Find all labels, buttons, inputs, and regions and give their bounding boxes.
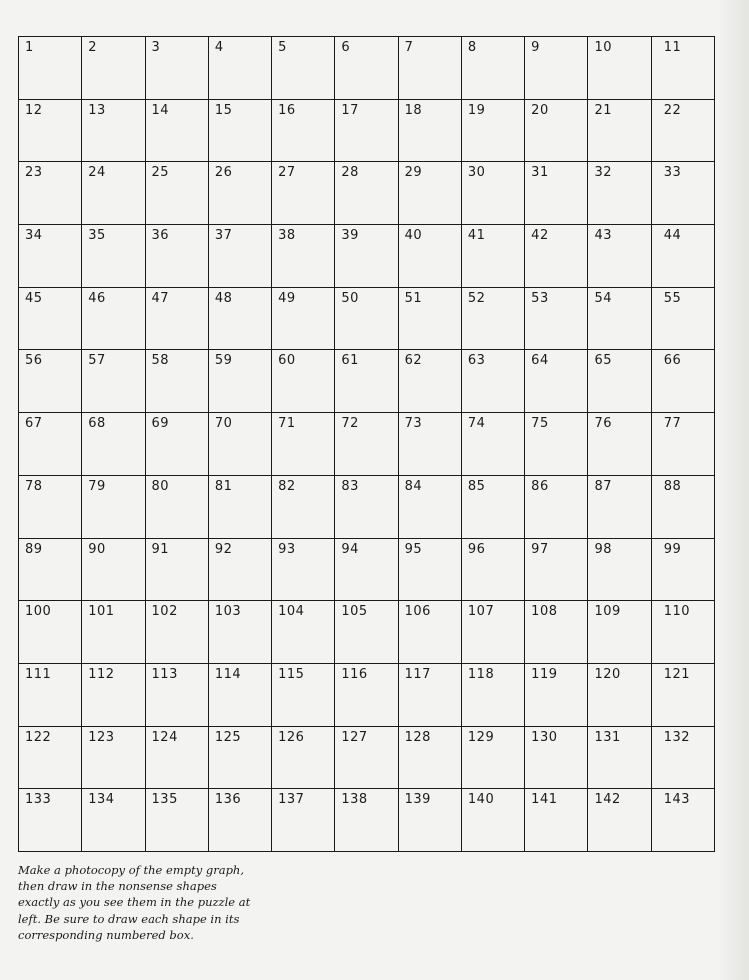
cell-number: 17: [341, 102, 359, 118]
cell-number: 119: [531, 666, 558, 682]
cell-number: 29: [404, 165, 423, 181]
cell-number: 138: [341, 792, 368, 808]
cell-number: 90: [88, 541, 106, 557]
grid-cell: [146, 37, 209, 100]
grid-cell: [19, 413, 82, 476]
cell-number: 58: [151, 353, 170, 369]
grid-cell: [525, 727, 588, 790]
grid-cell: [652, 225, 715, 288]
grid-cell: [652, 37, 715, 100]
cell-number: 133: [25, 792, 52, 808]
cell-number: 80: [151, 478, 170, 494]
grid-cell: [652, 727, 715, 790]
cell-number: 140: [467, 792, 495, 808]
grid-cell: [335, 288, 398, 351]
cell-number: 81: [214, 478, 233, 494]
grid-cell: [525, 37, 588, 100]
grid-cell: [82, 413, 145, 476]
grid-cell: [525, 539, 588, 602]
grid-cell: [335, 37, 398, 100]
cell-number: 42: [531, 228, 549, 244]
cell-number: 142: [594, 792, 621, 808]
grid-cell: [146, 162, 209, 225]
cell-number: 113: [151, 666, 178, 682]
grid-cell: [588, 601, 651, 664]
cell-number: 130: [531, 729, 558, 745]
grid-cell: [652, 664, 715, 727]
cell-number: 62: [404, 353, 423, 369]
cell-number: 88: [663, 478, 682, 494]
cell-number: 55: [663, 290, 682, 306]
cell-number: 121: [663, 666, 691, 682]
cell-number: 134: [88, 792, 115, 808]
cell-number: 110: [663, 604, 691, 620]
cell-number: 83: [341, 478, 359, 494]
cell-number: 106: [404, 604, 431, 620]
cell-number: 23: [25, 165, 43, 181]
grid-cell: [146, 413, 209, 476]
grid-cell: [462, 350, 525, 413]
cell-number: 60: [278, 353, 296, 369]
cell-number: 6: [341, 40, 351, 55]
grid-cell: [399, 37, 462, 100]
cell-number: 1: [25, 40, 34, 55]
grid-cell: [209, 601, 272, 664]
grid-cell: [652, 413, 715, 476]
grid-cell: [82, 288, 145, 351]
grid-cell: [272, 288, 335, 351]
grid-cell: [209, 225, 272, 288]
grid-cell: [462, 664, 525, 727]
grid-cell: [146, 789, 209, 852]
grid-cell: [525, 664, 588, 727]
cell-number: 99: [663, 541, 682, 557]
cell-number: 92: [214, 541, 233, 557]
grid-cell: [525, 162, 588, 225]
cell-number: 30: [467, 165, 486, 181]
grid-cell: [588, 100, 651, 163]
cell-number: 75: [531, 416, 549, 432]
cell-number: 105: [341, 604, 368, 620]
grid-cell: [19, 350, 82, 413]
grid-cell: [588, 37, 651, 100]
grid-cell: [272, 37, 335, 100]
cell-number: 79: [88, 478, 106, 494]
cell-number: 72: [341, 416, 359, 432]
cell-number: 131: [594, 729, 621, 745]
grid-cell: [588, 727, 651, 790]
grid-cell: [462, 37, 525, 100]
grid-cell: [399, 350, 462, 413]
grid-cell: [272, 100, 335, 163]
cell-number: 98: [594, 541, 612, 557]
grid-cell: [399, 601, 462, 664]
cell-number: 70: [214, 416, 233, 432]
grid-cell: [146, 225, 209, 288]
cell-number: 59: [214, 353, 233, 369]
cell-number: 115: [278, 666, 305, 682]
cell-number: 38: [278, 228, 296, 244]
cell-number: 24: [88, 165, 106, 181]
cell-number: 34: [25, 228, 43, 244]
cell-number: 71: [278, 416, 296, 432]
grid-cell: [588, 288, 651, 351]
grid-cell: [19, 162, 82, 225]
grid-cell: [652, 476, 715, 539]
grid-cell: [209, 162, 272, 225]
grid-cell: [209, 789, 272, 852]
grid-cell: [588, 162, 651, 225]
grid-cell: [652, 350, 715, 413]
cell-number: 82: [278, 478, 296, 494]
grid-cell: [146, 727, 209, 790]
cell-number: 127: [341, 729, 368, 745]
grid-cell: [462, 225, 525, 288]
grid-cell: [19, 727, 82, 790]
cell-number: 27: [278, 165, 296, 181]
grid-cell: [19, 100, 82, 163]
cell-number: 128: [404, 729, 431, 745]
grid-cell: [272, 350, 335, 413]
grid-cell: [399, 288, 462, 351]
grid-cell: [272, 162, 335, 225]
grid-cell: [335, 601, 398, 664]
cell-number: 22: [663, 102, 682, 118]
grid-cell: [462, 100, 525, 163]
cell-number: 5: [278, 40, 287, 55]
cell-number: 57: [88, 353, 106, 369]
cell-number: 37: [214, 228, 233, 244]
cell-number: 77: [663, 416, 682, 432]
cell-number: 120: [594, 666, 621, 682]
grid-cell: [146, 601, 209, 664]
grid-cell: [335, 225, 398, 288]
grid-cell: [82, 350, 145, 413]
cell-number: 74: [467, 416, 486, 432]
grid-cell: [272, 664, 335, 727]
grid-cell: [335, 727, 398, 790]
cell-number: 108: [531, 604, 558, 620]
grid-cell: [82, 162, 145, 225]
cell-number: 104: [278, 604, 305, 620]
cell-number: 46: [88, 290, 106, 306]
cell-number: 33: [663, 165, 682, 181]
grid-cell: [525, 288, 588, 351]
cell-number: 111: [25, 666, 52, 682]
cell-number: 45: [25, 290, 43, 306]
grid-cell: [335, 664, 398, 727]
cell-number: 102: [151, 604, 178, 620]
cell-number: 40: [404, 228, 423, 244]
cell-number: 95: [404, 541, 423, 557]
grid-cell: [272, 225, 335, 288]
grid-cell: [209, 413, 272, 476]
cell-number: 15: [214, 102, 233, 118]
grid-cell: [652, 789, 715, 852]
cell-number: 68: [88, 416, 106, 432]
cell-number: 10: [594, 40, 612, 55]
cell-number: 126: [278, 729, 305, 745]
grid-cell: [146, 100, 209, 163]
cell-number: 18: [404, 102, 423, 118]
cell-number: 94: [341, 541, 359, 557]
grid-cell: [652, 288, 715, 351]
cell-number: 8: [467, 40, 477, 55]
cell-number: 25: [151, 165, 170, 181]
instructions-caption: Make a photocopy of the empty graph, then draw in the nonsense shapes exactly as you see them in the puzzle at left. Be sure to draw each shape in its corresponding numbered box.: [18, 863, 251, 942]
cell-number: 137: [278, 792, 305, 808]
grid-cell: [588, 476, 651, 539]
cell-number: 54: [594, 290, 612, 306]
grid-cell: [525, 100, 588, 163]
cell-number: 11: [663, 40, 682, 55]
grid-cell: [462, 288, 525, 351]
grid-cell: [462, 789, 525, 852]
grid-cell: [652, 162, 715, 225]
cell-number: 67: [25, 416, 43, 432]
cell-number: 52: [467, 290, 486, 306]
grid-cell: [399, 664, 462, 727]
grid-cell: [82, 601, 145, 664]
cell-number: 16: [278, 102, 296, 118]
cell-number: 26: [214, 165, 233, 181]
cell-number: 85: [467, 478, 486, 494]
cell-number: 51: [404, 290, 423, 306]
grid-cell: [19, 476, 82, 539]
cell-number: 76: [594, 416, 612, 432]
grid-cell: [82, 789, 145, 852]
cell-number: 103: [214, 604, 242, 620]
grid-cell: [209, 37, 272, 100]
cell-number: 47: [151, 290, 170, 306]
cell-number: 9: [531, 40, 540, 55]
cell-number: 56: [25, 353, 43, 369]
cell-number: 13: [88, 102, 106, 118]
grid-cell: [82, 476, 145, 539]
grid-cell: [19, 664, 82, 727]
cell-number: 49: [278, 290, 296, 306]
grid-cell: [588, 664, 651, 727]
grid-cell: [525, 225, 588, 288]
grid-cell: [209, 476, 272, 539]
cell-number: 31: [531, 165, 549, 181]
grid-cell: [209, 100, 272, 163]
grid-cell: [462, 413, 525, 476]
grid-cell: [82, 727, 145, 790]
grid-cell: [209, 664, 272, 727]
cell-number: 136: [214, 792, 242, 808]
grid-cell: [146, 288, 209, 351]
grid-cell: [462, 162, 525, 225]
cell-number: 84: [404, 478, 423, 494]
grid-cell: [652, 601, 715, 664]
cell-number: 78: [25, 478, 43, 494]
grid-cell: [146, 539, 209, 602]
grid-cell: [82, 100, 145, 163]
grid-cell: [209, 288, 272, 351]
cell-number: 3: [151, 40, 161, 55]
grid-cell: [82, 37, 145, 100]
grid-cell: [146, 664, 209, 727]
cell-number: 48: [214, 290, 233, 306]
grid-cell: [19, 601, 82, 664]
cell-number: 65: [594, 353, 612, 369]
grid-cell: [19, 539, 82, 602]
grid-cell: [652, 539, 715, 602]
cell-number: 86: [531, 478, 549, 494]
grid-cell: [588, 413, 651, 476]
cell-number: 109: [594, 604, 621, 620]
grid-cell: [525, 789, 588, 852]
grid-cell: [82, 225, 145, 288]
grid-cell: [335, 539, 398, 602]
grid-cell: [272, 413, 335, 476]
cell-number: 112: [88, 666, 115, 682]
cell-number: 101: [88, 604, 115, 620]
cell-number: 66: [663, 353, 682, 369]
page-edge-shadow: [719, 0, 749, 980]
grid-cell: [588, 225, 651, 288]
grid-cell: [209, 539, 272, 602]
cell-number: 12: [25, 102, 43, 118]
grid-cell: [399, 476, 462, 539]
cell-number: 7: [404, 40, 414, 55]
cell-number: 43: [594, 228, 612, 244]
grid-cell: [146, 476, 209, 539]
cell-number: 2: [88, 40, 98, 55]
grid-cell: [525, 350, 588, 413]
cell-number: 118: [467, 666, 495, 682]
grid-cell: [462, 601, 525, 664]
grid-cell: [272, 476, 335, 539]
numbered-grid: [18, 36, 715, 852]
grid-cell: [335, 789, 398, 852]
cell-number: 89: [25, 541, 43, 557]
cell-number: 73: [404, 416, 423, 432]
cell-number: 116: [341, 666, 368, 682]
cell-number: 125: [214, 729, 242, 745]
cell-number: 64: [531, 353, 549, 369]
cell-number: 139: [404, 792, 431, 808]
cell-number: 39: [341, 228, 359, 244]
grid-cell: [272, 727, 335, 790]
grid-cell: [272, 539, 335, 602]
grid-cell: [399, 413, 462, 476]
grid-cell: [588, 539, 651, 602]
cell-number: 41: [467, 228, 486, 244]
grid-cell: [588, 789, 651, 852]
cell-number: 28: [341, 165, 359, 181]
grid-cell: [82, 664, 145, 727]
cell-number: 141: [531, 792, 558, 808]
cell-number: 135: [151, 792, 178, 808]
grid-cell: [399, 727, 462, 790]
grid-cell: [335, 100, 398, 163]
grid-cell: [19, 288, 82, 351]
grid-cell: [588, 350, 651, 413]
cell-number: 132: [663, 729, 691, 745]
grid-cell: [399, 162, 462, 225]
cell-number: 32: [594, 165, 612, 181]
grid-cell: [335, 162, 398, 225]
cell-number: 63: [467, 353, 486, 369]
cell-number: 124: [151, 729, 178, 745]
cell-number: 4: [214, 40, 224, 55]
grid-cell: [19, 225, 82, 288]
grid-cell: [462, 476, 525, 539]
grid-cell: [272, 789, 335, 852]
cell-number: 61: [341, 353, 359, 369]
grid-cell: [462, 727, 525, 790]
cell-number: 14: [151, 102, 170, 118]
cell-number: 122: [25, 729, 52, 745]
cell-number: 53: [531, 290, 549, 306]
cell-number: 50: [341, 290, 359, 306]
cell-number: 129: [467, 729, 495, 745]
grid-cell: [82, 539, 145, 602]
cell-number: 96: [467, 541, 486, 557]
grid-cell: [19, 789, 82, 852]
cell-number: 117: [404, 666, 431, 682]
cell-number: 20: [531, 102, 549, 118]
grid-cell: [399, 789, 462, 852]
cell-number: 97: [531, 541, 549, 557]
cell-number: 143: [663, 792, 691, 808]
grid-cell: [335, 413, 398, 476]
grid-cell: [525, 601, 588, 664]
cell-number: 21: [594, 102, 612, 118]
cell-number: 123: [88, 729, 115, 745]
cell-number: 19: [467, 102, 486, 118]
cell-number: 107: [467, 604, 495, 620]
cell-number: 35: [88, 228, 106, 244]
grid-cell: [335, 476, 398, 539]
cell-number: 36: [151, 228, 170, 244]
grid-cell: [652, 100, 715, 163]
grid-cell: [335, 350, 398, 413]
cell-number: 114: [214, 666, 242, 682]
grid-cell: [146, 350, 209, 413]
cell-number: 93: [278, 541, 296, 557]
grid-cell: [19, 37, 82, 100]
grid-cell: [399, 539, 462, 602]
grid-cell: [209, 350, 272, 413]
grid-cell: [399, 225, 462, 288]
grid-cell: [272, 601, 335, 664]
cell-number: 69: [151, 416, 170, 432]
cell-number: 44: [663, 228, 682, 244]
grid-cell: [462, 539, 525, 602]
cell-number: 87: [594, 478, 612, 494]
grid-cell: [525, 476, 588, 539]
cell-number: 100: [25, 604, 52, 620]
grid-cell: [399, 100, 462, 163]
grid-cell: [209, 727, 272, 790]
cell-number: 91: [151, 541, 170, 557]
grid-cell: [525, 413, 588, 476]
